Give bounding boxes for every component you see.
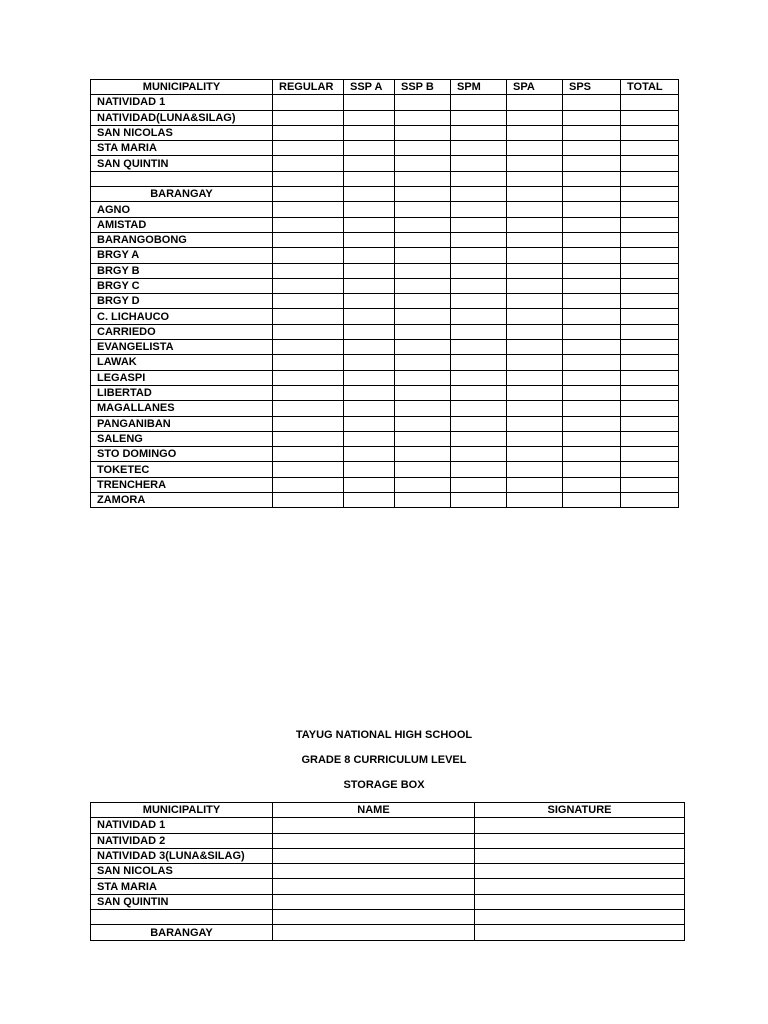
name-cell[interactable] [273, 864, 475, 879]
row-label: AMISTAD [91, 217, 273, 232]
empty-cell [344, 263, 395, 278]
empty-cell [507, 416, 563, 431]
empty-cell [507, 95, 563, 110]
empty-cell [395, 355, 451, 370]
column-header: SSP B [395, 80, 451, 95]
empty-cell [273, 263, 344, 278]
table-row [91, 202, 679, 217]
column-header: TOTAL [621, 80, 679, 95]
empty-cell [451, 493, 507, 508]
empty-cell [395, 324, 451, 339]
empty-cell [507, 370, 563, 385]
empty-cell [451, 125, 507, 140]
row-label: BRGY A [91, 248, 273, 263]
empty-cell [344, 370, 395, 385]
signature-cell[interactable] [475, 833, 685, 848]
signature-cell[interactable] [475, 879, 685, 894]
empty-cell [507, 493, 563, 508]
empty-cell [451, 431, 507, 446]
empty-cell [507, 477, 563, 492]
empty-cell [621, 278, 679, 293]
empty-cell [507, 156, 563, 171]
column-header: SPS [563, 80, 621, 95]
empty-cell [451, 110, 507, 125]
row-label [91, 910, 273, 925]
empty-cell [621, 493, 679, 508]
empty-cell [344, 431, 395, 446]
table-row [91, 431, 679, 446]
table-row [91, 232, 679, 247]
row-label: EVANGELISTA [91, 340, 273, 355]
empty-cell [621, 125, 679, 140]
empty-cell [451, 248, 507, 263]
row-label: NATIVIDAD(LUNA&SILAG) [91, 110, 273, 125]
empty-cell [451, 232, 507, 247]
empty-cell [621, 355, 679, 370]
empty-cell [451, 217, 507, 232]
empty-cell [507, 278, 563, 293]
empty-cell [344, 156, 395, 171]
empty-cell [344, 340, 395, 355]
row-label: ZAMORA [91, 493, 273, 508]
empty-cell [451, 171, 507, 186]
column-header: SSP A [344, 80, 395, 95]
empty-cell [273, 309, 344, 324]
row-label: BARANGAY [91, 925, 273, 940]
empty-cell [344, 217, 395, 232]
name-cell[interactable] [273, 818, 475, 833]
empty-cell [273, 340, 344, 355]
empty-cell [273, 202, 344, 217]
empty-cell [563, 217, 621, 232]
table-row [91, 125, 679, 140]
empty-cell [563, 187, 621, 202]
column-header: SIGNATURE [475, 803, 685, 818]
empty-cell [344, 385, 395, 400]
empty-cell [507, 385, 563, 400]
empty-cell [563, 447, 621, 462]
empty-cell [563, 95, 621, 110]
empty-cell [451, 477, 507, 492]
row-label: TOKETEC [91, 462, 273, 477]
table-row [91, 416, 679, 431]
empty-cell [344, 278, 395, 293]
empty-cell [563, 477, 621, 492]
empty-cell [563, 125, 621, 140]
row-label: BRGY C [91, 278, 273, 293]
empty-cell [563, 416, 621, 431]
empty-cell [344, 324, 395, 339]
empty-cell [507, 248, 563, 263]
table-row [91, 294, 679, 309]
empty-cell [563, 141, 621, 156]
row-label: BRGY D [91, 294, 273, 309]
empty-cell [395, 248, 451, 263]
row-label: STA MARIA [91, 141, 273, 156]
table-row [91, 217, 679, 232]
empty-cell [395, 493, 451, 508]
empty-cell [395, 278, 451, 293]
empty-cell [621, 217, 679, 232]
empty-cell [344, 110, 395, 125]
column-header: MUNICIPALITY [91, 803, 273, 818]
signature-cell[interactable] [475, 864, 685, 879]
row-label: SAN NICOLAS [91, 864, 273, 879]
column-header: SPA [507, 80, 563, 95]
empty-cell [563, 156, 621, 171]
empty-cell [621, 141, 679, 156]
empty-cell [563, 431, 621, 446]
empty-cell [344, 462, 395, 477]
empty-cell [451, 156, 507, 171]
empty-cell [344, 141, 395, 156]
empty-cell [344, 401, 395, 416]
empty-cell [563, 263, 621, 278]
empty-cell [507, 217, 563, 232]
empty-cell [273, 95, 344, 110]
empty-cell [621, 309, 679, 324]
empty-cell [563, 340, 621, 355]
row-label: BARANGAY [91, 187, 273, 202]
empty-cell [507, 447, 563, 462]
empty-cell [563, 324, 621, 339]
empty-cell [621, 431, 679, 446]
row-label: NATIVIDAD 1 [91, 95, 273, 110]
empty-cell [395, 125, 451, 140]
empty-cell [507, 355, 563, 370]
table-row [91, 156, 679, 171]
empty-cell [273, 416, 344, 431]
empty-cell [507, 324, 563, 339]
empty-cell [273, 217, 344, 232]
empty-cell [451, 187, 507, 202]
row-label: NATIVIDAD 1 [91, 818, 273, 833]
empty-cell [507, 232, 563, 247]
empty-cell [563, 171, 621, 186]
table-row [91, 278, 679, 293]
empty-cell [563, 370, 621, 385]
empty-cell [273, 171, 344, 186]
empty-cell [344, 355, 395, 370]
column-header: NAME [273, 803, 475, 818]
empty-cell [621, 263, 679, 278]
empty-cell [563, 493, 621, 508]
empty-cell [273, 248, 344, 263]
empty-cell [344, 294, 395, 309]
row-label: BARANGOBONG [91, 232, 273, 247]
table-row [91, 248, 679, 263]
column-header: MUNICIPALITY [91, 80, 273, 95]
table-row [91, 477, 679, 492]
empty-cell [344, 416, 395, 431]
row-label: SAN QUINTIN [91, 894, 273, 909]
table-row [91, 385, 679, 400]
empty-cell [344, 248, 395, 263]
empty-cell [344, 125, 395, 140]
empty-cell [563, 110, 621, 125]
table-row [91, 894, 685, 909]
empty-cell [273, 110, 344, 125]
name-cell[interactable] [273, 894, 475, 909]
empty-cell [395, 217, 451, 232]
table-row [91, 355, 679, 370]
row-label: SALENG [91, 431, 273, 446]
empty-cell [395, 110, 451, 125]
empty-cell [621, 416, 679, 431]
empty-cell [273, 187, 344, 202]
empty-cell [273, 156, 344, 171]
empty-cell [621, 294, 679, 309]
table-row [91, 818, 685, 833]
table-row [91, 141, 679, 156]
empty-cell [507, 141, 563, 156]
empty-cell [563, 278, 621, 293]
empty-cell [344, 493, 395, 508]
empty-cell [451, 141, 507, 156]
allocation-table [90, 79, 679, 508]
empty-cell [395, 401, 451, 416]
empty-cell [507, 263, 563, 278]
empty-cell [451, 95, 507, 110]
table-header-row [91, 80, 679, 95]
empty-cell [395, 187, 451, 202]
row-label: LEGASPI [91, 370, 273, 385]
empty-cell [344, 202, 395, 217]
empty-cell [395, 385, 451, 400]
empty-cell [621, 462, 679, 477]
name-cell[interactable] [273, 879, 475, 894]
signature-cell[interactable] [475, 848, 685, 863]
empty-cell [344, 171, 395, 186]
empty-cell [563, 202, 621, 217]
row-label: MAGALLANES [91, 401, 273, 416]
empty-cell [451, 309, 507, 324]
empty-cell [621, 370, 679, 385]
row-label: NATIVIDAD 3(LUNA&SILAG) [91, 848, 273, 863]
empty-cell [507, 340, 563, 355]
empty-cell [451, 447, 507, 462]
empty-cell [507, 462, 563, 477]
row-label: AGNO [91, 202, 273, 217]
barangay-header-row [91, 187, 679, 202]
signature-table [90, 802, 685, 941]
table-row [91, 462, 679, 477]
table-row [91, 447, 679, 462]
empty-cell [273, 431, 344, 446]
empty-cell [344, 95, 395, 110]
empty-cell [273, 477, 344, 492]
empty-cell [507, 309, 563, 324]
empty-cell [395, 171, 451, 186]
row-label: PANGANIBAN [91, 416, 273, 431]
empty-cell [395, 431, 451, 446]
empty-cell [507, 171, 563, 186]
empty-cell [395, 263, 451, 278]
table-row [91, 95, 679, 110]
name-cell[interactable] [273, 848, 475, 863]
empty-cell [273, 462, 344, 477]
empty-cell [451, 202, 507, 217]
empty-cell [451, 278, 507, 293]
empty-cell [621, 248, 679, 263]
empty-cell [395, 156, 451, 171]
empty-cell [621, 171, 679, 186]
empty-cell [273, 447, 344, 462]
empty-cell [344, 232, 395, 247]
empty-cell [563, 248, 621, 263]
empty-cell [273, 385, 344, 400]
empty-cell [507, 202, 563, 217]
empty-cell [621, 202, 679, 217]
blank-row [91, 910, 685, 925]
empty-cell [273, 401, 344, 416]
storage-box-title: STORAGE BOX [343, 779, 425, 791]
row-label: STA MARIA [91, 879, 273, 894]
table-header-row [91, 803, 685, 818]
empty-cell [451, 462, 507, 477]
empty-cell [395, 416, 451, 431]
row-label: LAWAK [91, 355, 273, 370]
empty-cell [621, 401, 679, 416]
empty-cell [507, 401, 563, 416]
empty-cell [273, 355, 344, 370]
empty-cell [621, 447, 679, 462]
table-row [91, 833, 685, 848]
empty-cell [451, 324, 507, 339]
table-row [91, 110, 679, 125]
empty-cell [563, 462, 621, 477]
empty-cell [451, 416, 507, 431]
empty-cell [563, 355, 621, 370]
empty-cell [563, 385, 621, 400]
empty-cell [395, 202, 451, 217]
empty-cell [273, 324, 344, 339]
empty-cell [507, 294, 563, 309]
empty-cell [621, 324, 679, 339]
signature-cell[interactable] [475, 910, 685, 925]
empty-cell [273, 294, 344, 309]
table-row [91, 493, 679, 508]
table-row [91, 401, 679, 416]
table-row [91, 340, 679, 355]
table-row [91, 848, 685, 863]
empty-cell [344, 309, 395, 324]
empty-cell [344, 477, 395, 492]
empty-cell [621, 110, 679, 125]
empty-cell [451, 340, 507, 355]
table-row [91, 370, 679, 385]
empty-cell [621, 477, 679, 492]
empty-cell [395, 294, 451, 309]
name-cell[interactable] [273, 925, 475, 940]
empty-cell [395, 477, 451, 492]
empty-cell [273, 370, 344, 385]
empty-cell [507, 431, 563, 446]
empty-cell [621, 95, 679, 110]
column-header: REGULAR [273, 80, 344, 95]
empty-cell [395, 232, 451, 247]
empty-cell [451, 385, 507, 400]
empty-cell [563, 401, 621, 416]
empty-cell [395, 462, 451, 477]
row-label: LIBERTAD [91, 385, 273, 400]
empty-cell [451, 370, 507, 385]
empty-cell [621, 187, 679, 202]
name-cell[interactable] [273, 833, 475, 848]
signature-cell[interactable] [475, 894, 685, 909]
empty-cell [563, 232, 621, 247]
empty-cell [395, 447, 451, 462]
row-label: NATIVIDAD 2 [91, 833, 273, 848]
table-row [91, 263, 679, 278]
table-row [91, 324, 679, 339]
empty-cell [563, 294, 621, 309]
empty-cell [395, 141, 451, 156]
empty-cell [395, 340, 451, 355]
row-label: CARRIEDO [91, 324, 273, 339]
empty-cell [273, 278, 344, 293]
empty-cell [507, 125, 563, 140]
barangay-header-row [91, 925, 685, 940]
empty-cell [451, 294, 507, 309]
row-label: STO DOMINGO [91, 447, 273, 462]
empty-cell [273, 141, 344, 156]
empty-cell [273, 493, 344, 508]
empty-cell [395, 95, 451, 110]
empty-cell [344, 447, 395, 462]
school-title: TAYUG NATIONAL HIGH SCHOOL [295, 729, 473, 741]
curriculum-level-title: GRADE 8 CURRICULUM LEVEL [301, 754, 467, 766]
empty-cell [344, 187, 395, 202]
row-label: TRENCHERA [91, 477, 273, 492]
signature-cell[interactable] [475, 925, 685, 940]
row-label: SAN NICOLAS [91, 125, 273, 140]
empty-cell [395, 370, 451, 385]
empty-cell [621, 232, 679, 247]
empty-cell [451, 263, 507, 278]
signature-cell[interactable] [475, 818, 685, 833]
empty-cell [451, 401, 507, 416]
empty-cell [507, 187, 563, 202]
table-row [91, 864, 685, 879]
empty-cell [621, 340, 679, 355]
table-row [91, 879, 685, 894]
empty-cell [395, 309, 451, 324]
empty-cell [451, 355, 507, 370]
blank-row [91, 171, 679, 186]
name-cell[interactable] [273, 910, 475, 925]
empty-cell [507, 110, 563, 125]
table-row [91, 309, 679, 324]
row-label: SAN QUINTIN [91, 156, 273, 171]
empty-cell [273, 125, 344, 140]
empty-cell [621, 156, 679, 171]
empty-cell [273, 232, 344, 247]
row-label: C. LICHAUCO [91, 309, 273, 324]
row-label [91, 171, 273, 186]
empty-cell [621, 385, 679, 400]
column-header: SPM [451, 80, 507, 95]
empty-cell [563, 309, 621, 324]
row-label: BRGY B [91, 263, 273, 278]
